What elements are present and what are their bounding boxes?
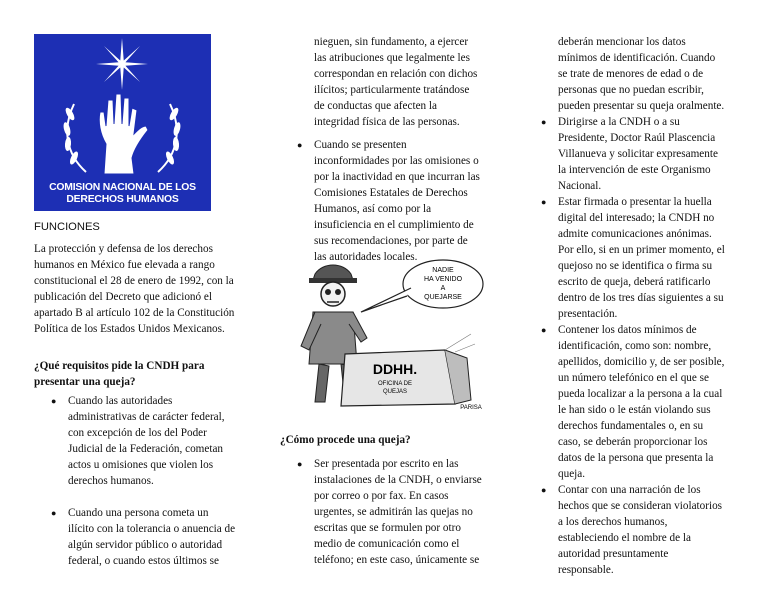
text-line: ¿Qué requisitos pide la CNDH para: [34, 360, 205, 372]
text-line: quejoso no se identifica o firma su: [558, 260, 713, 272]
procede-list: [297, 456, 504, 568]
list-item: [541, 114, 753, 194]
list-item: [51, 505, 253, 569]
text-line: por correo o por fax. En casos: [314, 490, 449, 502]
text-line: Contar con una narración de los: [558, 484, 701, 496]
text-line: estableciendo el nombre de la: [558, 532, 691, 544]
box-title: DDHH.: [372, 361, 418, 377]
requisitos-question: [34, 358, 204, 390]
box-subtitle1: OFICINA DE: [377, 381, 413, 387]
text-line: se trate de menores de edad o de: [558, 68, 704, 80]
logo-org-line2: DERECHOS HUMANOS: [66, 194, 179, 205]
text-line: Ser presentada por escrito en las: [314, 458, 459, 470]
text-line: Por ello, si en un primer momento, el: [558, 244, 725, 256]
text-line: La protección y defensa de los derechos: [34, 243, 213, 255]
list-item: [541, 322, 753, 482]
continued-paragraph: [558, 34, 753, 114]
list-item: [297, 456, 504, 568]
text-line: las autoridades locales.: [314, 251, 418, 263]
requisitos-list-continued: [541, 114, 753, 578]
text-line: Cuando se presenten: [314, 139, 407, 151]
text-line: urgentes, se admitirán las quejas no: [314, 506, 473, 518]
text-line: ilícitos; particularmente tratándose: [314, 84, 470, 96]
text-line: apellidos, domicilio y, de ser posible,: [558, 356, 725, 368]
text-line: presentación.: [558, 308, 618, 320]
text-line: algún servidor público o autoridad: [68, 539, 223, 551]
text-line: instalaciones de la CNDH, o enviarse: [314, 474, 482, 486]
text-line: con excepción de los del Poder: [68, 427, 207, 439]
text-line: Comisiones Estatales de Derechos: [314, 187, 468, 199]
text-line: humanos en México fue elevada a rango: [34, 259, 215, 271]
text-line: escritas que se formulen por otro: [314, 522, 461, 534]
text-line: un número telefónico en el que se: [558, 372, 709, 384]
text-line: correspondan en relación con dichos: [314, 68, 478, 80]
bullet-icon: ●: [541, 117, 547, 127]
text-line: datos de la persona que presenta la: [558, 452, 714, 464]
text-line: presentar una queja?: [34, 376, 136, 388]
continued-paragraph: [314, 34, 504, 130]
text-line: las atribuciones que legalmente les: [314, 52, 470, 64]
bullet-icon: ●: [541, 485, 547, 495]
funciones-paragraph: [34, 241, 249, 337]
text-line: caso, se deberán proporcionar los: [558, 436, 708, 448]
text-line: hechos que se consideran violatorios: [558, 500, 723, 512]
text-line: personas que no puedan escribir,: [558, 84, 704, 96]
procede-question: ¿Cómo procede una queja?: [280, 434, 411, 446]
bullet-icon: ●: [541, 197, 547, 207]
bullet-icon: ●: [51, 508, 57, 518]
text-line: nieguen, sin fundamento, a ejercer: [314, 36, 469, 48]
logo-org-line1: COMISION NACIONAL DE LOS: [49, 182, 196, 193]
list-item: [51, 393, 253, 489]
bullet-icon: ●: [297, 459, 303, 469]
text-line: publicación del Decreto que adicionó el: [34, 291, 212, 303]
text-line: derechos humanos.: [68, 475, 154, 487]
text-line: constitucional el 28 de enero de 1992, con la: [34, 275, 234, 287]
speech-line2: HA VENIDO: [423, 276, 463, 283]
cartoon-skeleton-icon: [295, 254, 495, 414]
text-line: Humanos, así como por la: [314, 203, 432, 215]
text-line: ilícito con la tolerancia o anuencia de: [68, 523, 236, 535]
bullet-icon: ●: [541, 325, 547, 335]
list-item: [297, 137, 504, 265]
text-line: la intervención de este Organismo: [558, 164, 711, 176]
list-item: [541, 194, 753, 322]
cartoon-illustration: [295, 254, 495, 414]
text-line: insuficiencia en el cumplimiento de: [314, 219, 474, 231]
speech-line3: A: [440, 285, 446, 292]
text-line: integridad física de las personas.: [314, 116, 460, 128]
text-line: teléfono; en este caso, únicamente se: [314, 554, 480, 566]
text-line: Villanueva y solicitar expresamente: [558, 148, 718, 160]
cartoon-signature: PARISA: [460, 405, 482, 411]
text-line: de conductas que afecten la: [314, 100, 437, 112]
text-line: escrito de queja, deberá ratificarlo: [558, 276, 711, 288]
text-line: Política de los Estados Unidos Mexicanos.: [34, 323, 225, 335]
text-line: por la inactividad en que incurran las: [314, 171, 480, 183]
text-line: responsable.: [558, 564, 614, 576]
text-line: federal, o cuando estos últimos se: [68, 555, 219, 567]
text-line: digital del interesado; la CNDH no: [558, 212, 715, 224]
text-line: Cuando una persona cometa un: [68, 507, 209, 519]
text-line: autoridad presuntamente: [558, 548, 669, 560]
text-line: administrativas de carácter federal,: [68, 411, 225, 423]
cndh-logo: [34, 34, 211, 211]
text-line: queja.: [558, 468, 586, 480]
text-line: a los derechos humanos,: [558, 516, 668, 528]
text-line: mínimos de identificación. Cuando: [558, 52, 716, 64]
text-line: derechos fundamentales o, en su: [558, 420, 704, 432]
cuando-list: [297, 137, 504, 265]
box-subtitle2: QUEJAS: [382, 389, 408, 395]
text-line: deberán mencionar los datos: [558, 36, 686, 48]
text-line: inconformidades por las omisiones o: [314, 155, 479, 167]
text-line: pueda localizar a la persona a la cual: [558, 388, 723, 400]
text-line: Contener los datos mínimos de: [558, 324, 697, 336]
bullet-icon: ●: [297, 140, 303, 150]
text-line: pueden presentar su queja oralmente.: [558, 100, 725, 112]
text-line: dentro de los tres días siguientes a su: [558, 292, 724, 304]
text-line: admite comunicaciones anónimas.: [558, 228, 712, 240]
speech-line4: QUEJARSE: [424, 294, 462, 301]
text-line: le han sido o le están violando sus: [558, 404, 711, 416]
requisitos-list: [51, 393, 253, 569]
text-line: apartado B al artículo 102 de la Constitución: [34, 307, 235, 319]
text-line: Presidente, Doctor Raúl Plascencia: [558, 132, 716, 144]
text-line: actos u omisiones que violen los: [68, 459, 214, 471]
text-line: Nacional.: [558, 180, 602, 192]
text-line: Dirigirse a la CNDH o a su: [558, 116, 680, 128]
text-line: medio de comunicación como el: [314, 538, 460, 550]
text-line: Cuando las autoridades: [68, 395, 173, 407]
text-line: sus recomendaciones, por parte de: [314, 235, 468, 247]
text-line: Judicial de la Federación, cometan: [68, 443, 224, 455]
funciones-heading: FUNCIONES: [34, 221, 100, 233]
text-line: identificación, como son: nombre,: [558, 340, 712, 352]
bullet-icon: ●: [51, 396, 57, 406]
text-line: Estar firmada o presentar la huella: [558, 196, 712, 208]
list-item: [541, 482, 753, 578]
speech-line1: NADIE: [432, 267, 454, 274]
